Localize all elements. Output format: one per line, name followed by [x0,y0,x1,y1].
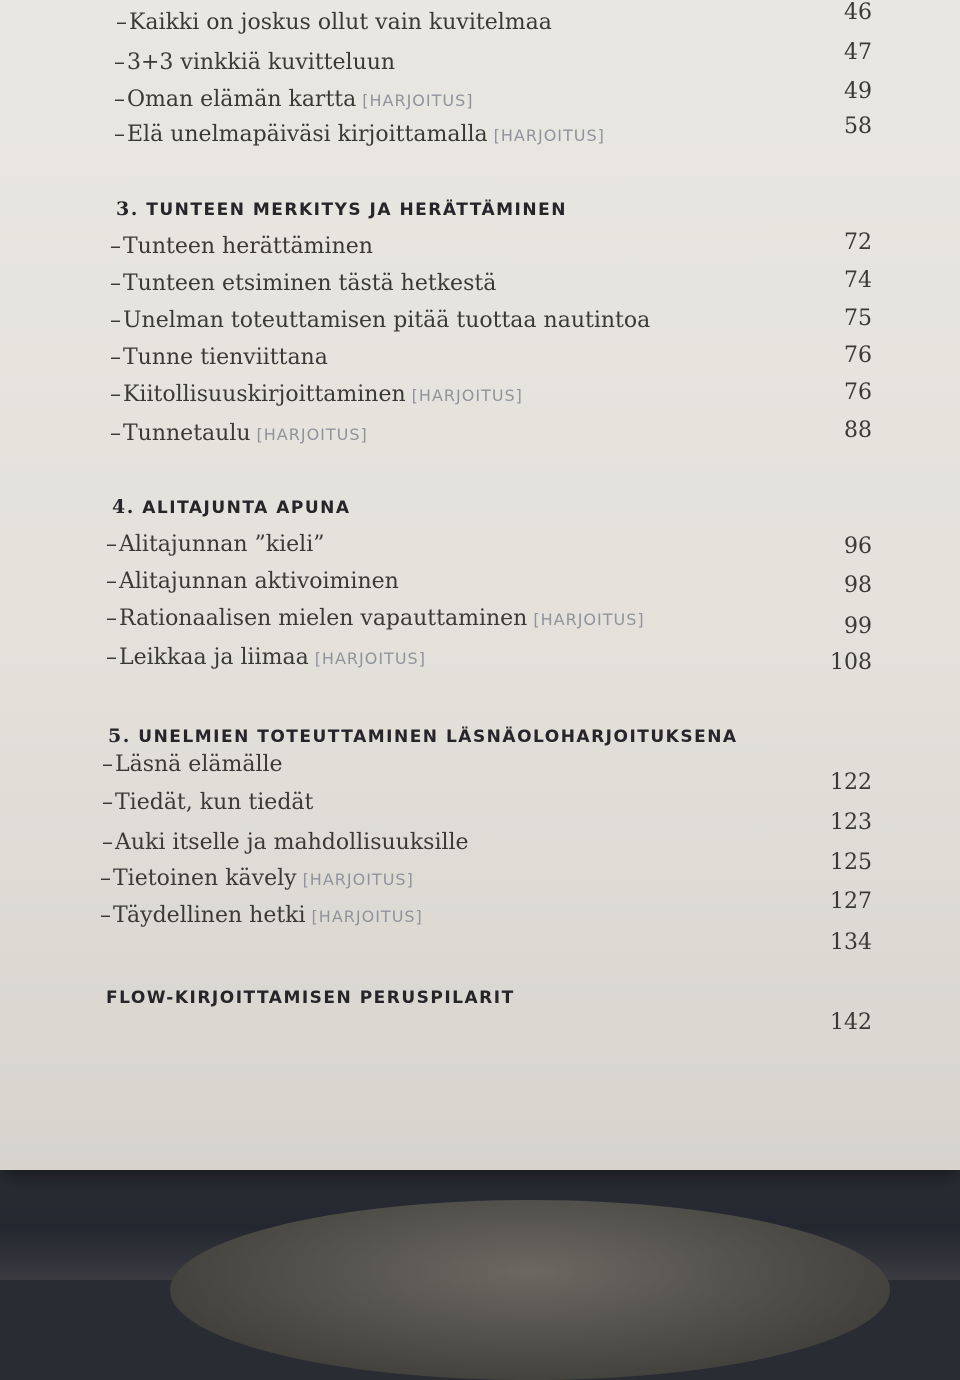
toc-item-title: Elä unelmapäiväsi kirjoittamalla [127,122,488,147]
section-heading [116,198,567,220]
toc-page-number: 142 [830,1010,872,1035]
toc-item: –Kaikki on joskus ollut vain kuvitelmaa 46 [116,0,872,35]
toc-item: –Rationaalisen mielen vapauttaminen [HARJOITUS] 99 [106,606,872,639]
toc-page-number: 123 [830,810,872,835]
toc-item-title: Rationaalisen mielen vapauttaminen [119,606,528,631]
toc-item: –Oman elämän kartta [HARJOITUS] 49 [114,79,872,112]
toc-item: –Leikkaa ja liimaa [HARJOITUS] 108 [106,645,872,675]
toc-item-title: Tunteen etsiminen tästä hetkestä [123,271,497,296]
exercise-tag: [HARJOITUS] [411,386,523,405]
toc-item-title: Leikkaa ja liimaa [119,645,309,670]
exercise-tag: [HARJOITUS] [302,870,414,889]
toc-item: –Tunteen etsiminen tästä hetkestä 74 [110,268,872,296]
section-title: ALITAJUNTA APUNA [142,498,351,518]
toc-page-number: 76 [844,380,872,405]
toc-item-title: Alitajunnan aktivoiminen [119,569,399,594]
toc-item-title: Täydellinen hetki [113,903,306,928]
toc-page-number: 99 [844,614,872,639]
toc-item-title: Tunteen herättäminen [123,234,373,259]
toc-item: –Alitajunnan ”kieli” 96 [106,532,872,559]
toc-item-title: Tunne tienviittana [123,345,328,370]
section-number: 5. [108,725,131,747]
toc-page-number: 125 [830,850,872,875]
toc-item: –Auki itselle ja mahdollisuuksille [102,830,469,855]
toc-page-number: 108 [830,650,872,675]
toc-item-title: Kiitollisuuskirjoittaminen [123,382,406,407]
toc-page-number: 72 [844,230,872,255]
toc-item-title: Unelman toteuttamisen pitää tuottaa nautintoa [123,308,651,333]
section-title: FLOW-KIRJOITTAMISEN PERUSPILARIT [106,988,515,1008]
toc-item-title: Tietoinen kävely [113,866,297,891]
section-title: UNELMIEN TOTEUTTAMINEN LÄSNÄOLOHARJOITUKSENA [138,727,738,747]
toc-page-number: 74 [844,268,872,293]
toc-page-number: 96 [844,534,872,559]
toc-page-number: 98 [844,573,872,598]
toc-item: –Tietoinen kävely [HARJOITUS] [100,866,414,891]
toc-page-number: 46 [844,0,872,25]
toc-page-number: 49 [844,79,872,104]
toc-item-title: Oman elämän kartta [127,87,357,112]
toc-page-number: 76 [844,343,872,368]
toc-item: –Tunnetaulu [HARJOITUS] 88 [110,418,872,446]
toc-item-title: Kaikki on joskus ollut vain kuvitelmaa [129,10,552,35]
exercise-tag: [HARJOITUS] [311,907,423,926]
section-heading [108,725,738,747]
toc-item: –Täydellinen hetki [HARJOITUS] [100,903,423,928]
toc-item-title: Alitajunnan ”kieli” [119,532,325,557]
toc-item-title: Tunnetaulu [123,421,251,446]
toc-item-title: Läsnä elämälle [115,752,283,777]
toc-page-number: 88 [844,418,872,443]
toc-item: –Tiedät, kun tiedät [102,790,314,815]
toc-item: –Alitajunnan aktivoiminen 98 [106,569,872,598]
section-number: 3. [116,198,139,220]
toc-page-number: 134 [830,930,872,955]
toc-item: –Kiitollisuuskirjoittaminen [HARJOITUS] 76 [110,380,872,407]
toc-item: –Elä unelmapäiväsi kirjoittamalla [HARJOITUS] 58 [114,114,872,147]
background-knee [170,1200,890,1380]
toc-item: –Tunteen herättäminen 72 [110,230,872,259]
toc-page-number: 47 [844,40,872,65]
toc-page-number: 127 [830,889,872,914]
exercise-tag: [HARJOITUS] [493,126,605,145]
toc-item-title: Auki itselle ja mahdollisuuksille [115,830,469,855]
section-number: 4. [112,496,135,518]
toc-page-number: 58 [844,114,872,139]
toc-item: –Unelman toteuttamisen pitää tuottaa nautintoa 75 [110,306,872,333]
toc-page-number: 122 [830,770,872,795]
toc-page-number: 75 [844,306,872,331]
toc-item: –Läsnä elämälle [102,752,283,777]
section-heading [106,988,515,1008]
exercise-tag: [HARJOITUS] [533,610,645,629]
toc-item-title: 3+3 vinkkiä kuvitteluun [127,50,396,75]
toc-item: –3+3 vinkkiä kuvitteluun 47 [114,40,872,75]
toc-item-title: Tiedät, kun tiedät [115,790,314,815]
section-heading [112,496,351,518]
exercise-tag: [HARJOITUS] [362,91,474,110]
toc-item: –Tunne tienviittana 76 [110,343,872,370]
exercise-tag: [HARJOITUS] [314,649,426,668]
section-title: TUNTEEN MERKITYS JA HERÄTTÄMINEN [146,200,567,220]
exercise-tag: [HARJOITUS] [256,425,368,444]
